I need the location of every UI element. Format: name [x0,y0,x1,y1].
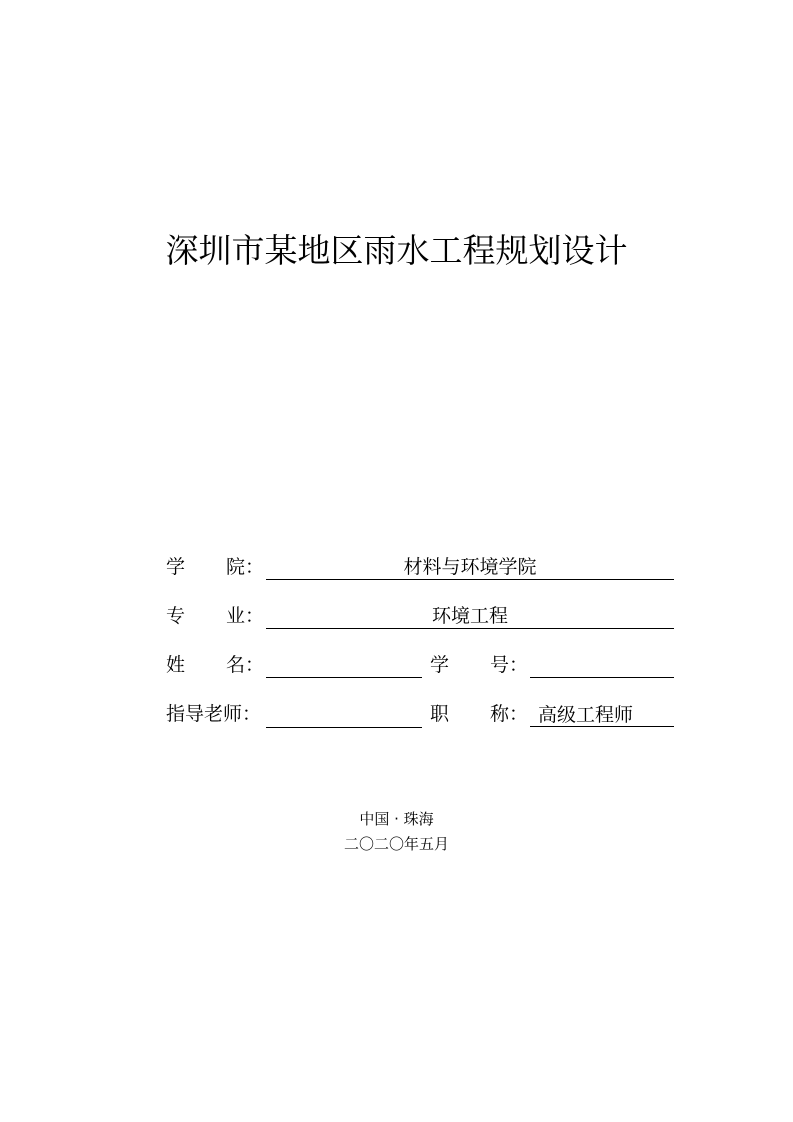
student-id-value [530,653,674,678]
college-value: 材料与环境学院 [266,555,674,580]
footer-date: 二〇二〇年五月 [343,835,449,853]
name-value [266,653,422,678]
advisor-value [266,703,422,728]
major-label-char-1: 专 [166,605,186,627]
name-label-char-1: 姓 [166,654,186,676]
title-rank-label-char-1: 职 [430,703,450,725]
student-id-label-char-1: 学 [430,654,450,676]
name-label-char-2: 名： [226,654,265,676]
advisor-label: 指导老师： [166,703,262,725]
footer-location: 中国 · 珠海 [359,810,434,828]
major-label-char-2: 业： [226,605,265,627]
college-label-char-1: 学 [166,556,186,578]
document-title: 深圳市某地区雨水工程规划设计 [165,231,628,270]
title-rank-label-char-2: 称： [490,703,529,725]
title-rank-value: 高级工程师 [530,703,674,727]
college-label-char-2: 院： [226,556,265,578]
student-id-label-char-2: 号： [490,654,529,676]
major-value: 环境工程 [266,604,674,629]
